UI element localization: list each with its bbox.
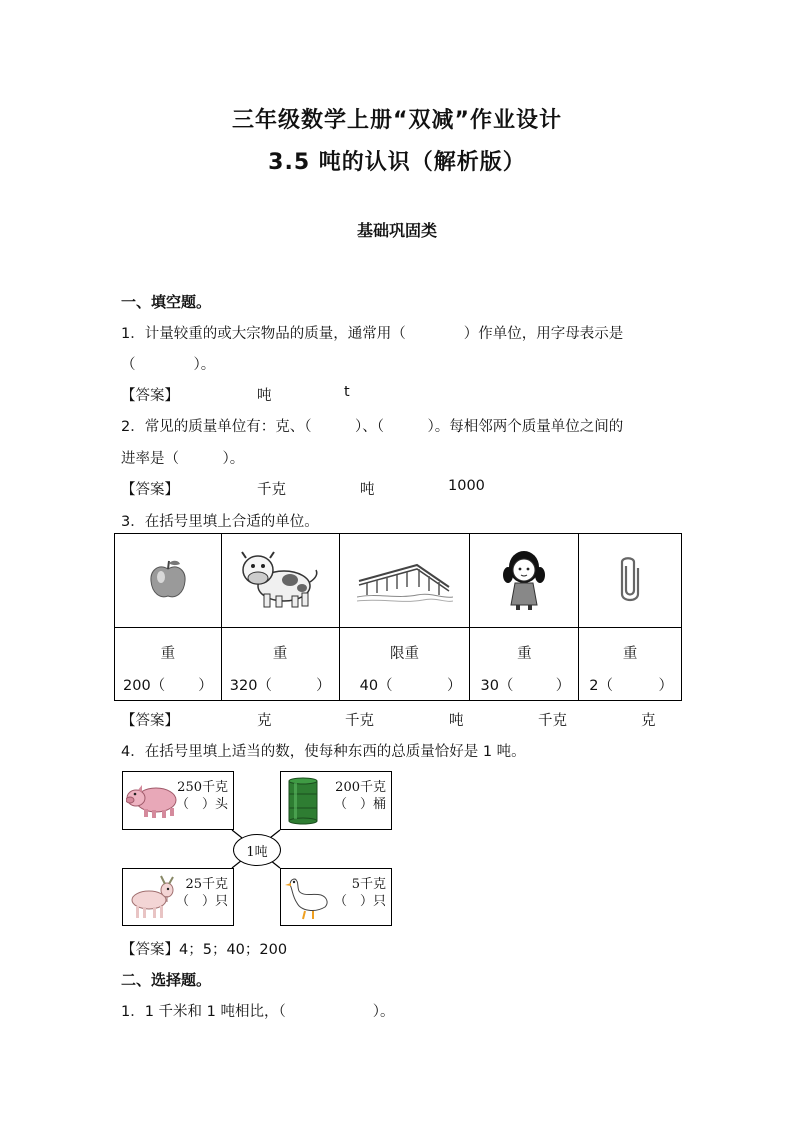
category-heading: 基础巩固类 [356,221,437,240]
bridge-value: 40（ [359,678,393,694]
section1-heading: 一、填空题。 [121,293,212,311]
page-title: 三年级数学上册“双减”作业设计 [232,108,562,133]
page-subtitle: 3.5 吨的认识（解析版） [268,150,526,175]
girl-label: 重 [517,646,532,662]
cow-value: 320（ [229,678,272,694]
girl-close: ） [555,678,571,694]
q1-line2: （ ）。 [121,357,216,373]
apple-close: ） [198,678,213,694]
bridge-close: ） [446,678,462,694]
q2-line1: 2．常见的质量单位有：克、（ ）、（ ）。每相邻两个质量单位之间的 [121,419,624,435]
cow-label: 重 [272,646,288,662]
apple-label: 重 [160,646,176,662]
barrel-blank: （ ）桶 [333,797,386,812]
goat-blank: （ ）只 [175,894,228,909]
q3-answer-label: 【答案】 [121,713,179,729]
barrel-weight: 200千克 [335,780,386,795]
pig-weight: 250千克 [177,780,228,795]
barrel-icon [287,777,319,825]
q3-answer-5: 克 [641,713,656,729]
paperclip-close: ） [658,678,673,694]
q3-answer-1: 克 [257,713,272,729]
paperclip-label: 重 [622,646,638,662]
bridge-label: 限重 [390,646,420,662]
q1-answer-2: t [344,384,350,400]
q3-answer-4: 千克 [538,713,567,729]
apple-value: 200（ [123,678,166,694]
q2-answer-1: 千克 [257,482,286,498]
q1-line1: 1．计量较重的或大宗物品的质量，通常用（ ）作单位，用字母表示是 [121,326,624,342]
girl-value: 30（ [480,678,514,694]
q1-answer-1: 吨 [257,388,272,404]
q2-answer-2: 吨 [360,482,375,498]
q2-line2: 进率是（ ）。 [121,451,245,467]
barrel-box [280,771,392,830]
goat-weight: 25千克 [185,877,228,892]
pig-blank: （ ）头 [175,797,228,812]
section2-heading: 二、选择题。 [121,971,212,989]
goose-icon [285,873,333,921]
q2-answer-label: 【答案】 [121,482,179,498]
goat-icon [127,874,179,920]
q4-text: 4．在括号里填上适当的数，使每种东西的总质量恰好是 1 吨。 [121,744,526,760]
goat-box [122,868,234,926]
q4-answer: 【答案】4；5；40；200 [121,942,288,958]
q3-answer-3: 吨 [449,713,464,729]
goose-weight: 5千克 [351,877,386,892]
goose-blank: （ ）只 [333,894,386,909]
cow-close: ） [316,678,331,694]
pig-box [122,771,234,830]
q2-answer-3: 1000 [448,478,485,494]
q3-answer-2: 千克 [345,713,374,729]
q1-answer-label: 【答案】 [121,388,179,404]
goose-box [280,868,392,926]
s2-q1-text: 1．1 千米和 1 吨相比，（ ）。 [121,1004,395,1020]
q3-text: 3．在括号里填上合适的单位。 [121,514,319,530]
one-ton-center: 1吨 [233,834,281,866]
pig-icon [126,780,180,820]
paperclip-value: 2（ [589,678,613,694]
